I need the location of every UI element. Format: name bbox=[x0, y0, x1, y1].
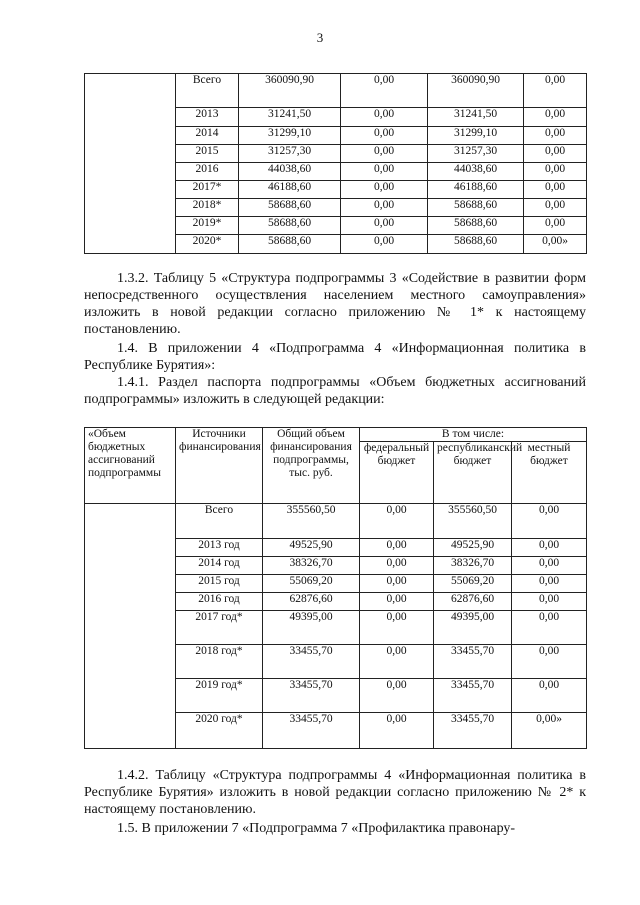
table-cell: 46188,60 bbox=[239, 181, 341, 199]
table-cell: 44038,60 bbox=[239, 163, 341, 181]
table-cell: 38326,70 bbox=[263, 557, 360, 575]
table-cell: 38326,70 bbox=[434, 557, 512, 575]
table-cell: 0,00 bbox=[360, 539, 434, 557]
table-cell: 2014 год bbox=[176, 557, 263, 575]
table-cell: 49395,00 bbox=[263, 611, 360, 645]
table-cell: 0,00 bbox=[360, 679, 434, 713]
empty-label-cell bbox=[85, 504, 176, 749]
table-cell: 62876,60 bbox=[263, 593, 360, 611]
table-cell: Всего bbox=[176, 74, 239, 108]
republic-header: республиканский бюджет bbox=[434, 442, 512, 504]
table-cell: 58688,60 bbox=[239, 199, 341, 217]
table-cell: 33455,70 bbox=[263, 713, 360, 749]
table-cell: 31299,10 bbox=[239, 127, 341, 145]
table-cell: 2015 год bbox=[176, 575, 263, 593]
table-cell: 0,00 bbox=[524, 199, 587, 217]
table-cell: 33455,70 bbox=[263, 645, 360, 679]
total-header: Общий объем финансирования подпрограммы, тыс. руб. bbox=[263, 428, 360, 504]
table-cell: 2013 год bbox=[176, 539, 263, 557]
empty-label-cell bbox=[85, 74, 176, 254]
paragraph-1-4-1: 1.4.1. Раздел паспорта подпрограммы «Объем бюджетных ассигнований подпрограммы» изложить в следующей редакции: bbox=[84, 375, 586, 407]
table-cell: 2019 год* bbox=[176, 679, 263, 713]
table-cell: 2017* bbox=[176, 181, 239, 199]
table-cell: 355560,50 bbox=[434, 504, 512, 539]
table-cell: 0,00 bbox=[360, 575, 434, 593]
table-cell: 31299,10 bbox=[428, 127, 524, 145]
table-cell: 2017 год* bbox=[176, 611, 263, 645]
table-cell: 0,00 bbox=[341, 163, 428, 181]
table-cell: 31257,30 bbox=[239, 145, 341, 163]
federal-header: федеральный бюджет bbox=[360, 442, 434, 504]
table-cell: 0,00 bbox=[341, 235, 428, 254]
table-cell: 2020 год* bbox=[176, 713, 263, 749]
table-cell: 2016 год bbox=[176, 593, 263, 611]
table-cell: Всего bbox=[176, 504, 263, 539]
local-header: местный бюджет bbox=[512, 442, 587, 504]
table-cell: 0,00 bbox=[524, 74, 587, 108]
table-cell: 33455,70 bbox=[434, 713, 512, 749]
table-cell: 33455,70 bbox=[434, 645, 512, 679]
table-cell: 2020* bbox=[176, 235, 239, 254]
table-cell: 360090,90 bbox=[428, 74, 524, 108]
paragraph-1-4-2: 1.4.2. Таблицу «Структура подпрограммы 4 «Информационная политика в Республике Бурятия» изложить в новой редакции согласно приложению № 2* к настоящему постановлению. bbox=[84, 768, 586, 817]
paragraph-1-5: 1.5. В приложении 7 «Подпрограмма 7 «Профилактика правонару- bbox=[117, 821, 516, 836]
table-cell: 58688,60 bbox=[239, 235, 341, 254]
table-cell: 0,00 bbox=[512, 593, 587, 611]
table-cell: 0,00 bbox=[524, 163, 587, 181]
table-cell: 44038,60 bbox=[428, 163, 524, 181]
table-cell: 0,00 bbox=[360, 557, 434, 575]
table-cell: 0,00 bbox=[360, 645, 434, 679]
table-cell: 49395,00 bbox=[434, 611, 512, 645]
table-cell: 0,00 bbox=[341, 74, 428, 108]
paragraph-1-3-2: 1.3.2. Таблицу 5 «Структура подпрограммы 3 «Содействие в развитии форм непосредственного осуществления населением местного самоуправления» изложить в новой редакции согласно приложению № 1* к настоящему постановлению. bbox=[84, 271, 586, 337]
table-cell: 0,00 bbox=[512, 645, 587, 679]
table-row bbox=[85, 504, 587, 539]
table-cell: 58688,60 bbox=[428, 217, 524, 235]
table-cell: 58688,60 bbox=[428, 199, 524, 217]
table-cell: 0,00 bbox=[524, 127, 587, 145]
table-cell: 2015 bbox=[176, 145, 239, 163]
table-cell: 0,00 bbox=[341, 217, 428, 235]
table-cell: 0,00 bbox=[524, 217, 587, 235]
table-cell: 0,00 bbox=[341, 108, 428, 127]
table-cell: 2018 год* bbox=[176, 645, 263, 679]
funding-table-subprogram-3 bbox=[84, 73, 587, 254]
table-cell: 2016 bbox=[176, 163, 239, 181]
including-header: В том числе: bbox=[360, 428, 587, 442]
table-cell: 46188,60 bbox=[428, 181, 524, 199]
table-cell: 33455,70 bbox=[434, 679, 512, 713]
table-row bbox=[85, 74, 587, 108]
table-cell: 0,00 bbox=[341, 181, 428, 199]
table-cell: 0,00 bbox=[360, 713, 434, 749]
table-cell: 55069,20 bbox=[263, 575, 360, 593]
table-cell: 2019* bbox=[176, 217, 239, 235]
table-cell: 0,00 bbox=[512, 504, 587, 539]
table-cell: 58688,60 bbox=[239, 217, 341, 235]
table-cell: 0,00 bbox=[512, 557, 587, 575]
table-cell: 0,00 bbox=[512, 611, 587, 645]
table-cell: 31257,30 bbox=[428, 145, 524, 163]
table-cell: 2018* bbox=[176, 199, 239, 217]
table-cell: 0,00 bbox=[360, 504, 434, 539]
paragraph-1-4: 1.4. В приложении 4 «Подпрограмма 4 «Информационная политика в Республике Бурятия»: bbox=[84, 341, 586, 373]
table-cell: 355560,50 bbox=[263, 504, 360, 539]
table-cell: 0,00 bbox=[512, 539, 587, 557]
table-cell: 0,00» bbox=[524, 235, 587, 254]
table-cell: 0,00 bbox=[360, 611, 434, 645]
table-cell: 2014 bbox=[176, 127, 239, 145]
table-cell: 58688,60 bbox=[428, 235, 524, 254]
sources-header: Источники финансирования bbox=[176, 428, 263, 504]
table-cell: 49525,90 bbox=[263, 539, 360, 557]
table-cell: 0,00» bbox=[512, 713, 587, 749]
table-cell: 0,00 bbox=[341, 145, 428, 163]
table-cell: 49525,90 bbox=[434, 539, 512, 557]
table-cell: 0,00 bbox=[360, 593, 434, 611]
table-cell: 0,00 bbox=[512, 575, 587, 593]
table-cell: 0,00 bbox=[512, 679, 587, 713]
table-cell: 0,00 bbox=[341, 127, 428, 145]
table-cell: 33455,70 bbox=[263, 679, 360, 713]
table-cell: 0,00 bbox=[341, 199, 428, 217]
table-cell: 2013 bbox=[176, 108, 239, 127]
table-cell: 62876,60 bbox=[434, 593, 512, 611]
table-cell: 0,00 bbox=[524, 181, 587, 199]
table-cell: 55069,20 bbox=[434, 575, 512, 593]
table-cell: 0,00 bbox=[524, 108, 587, 127]
funding-table-subprogram-4 bbox=[84, 427, 587, 749]
table-cell: 31241,50 bbox=[239, 108, 341, 127]
table-cell: 31241,50 bbox=[428, 108, 524, 127]
table-cell: 360090,90 bbox=[239, 74, 341, 108]
page-number: 3 bbox=[316, 30, 324, 45]
budget-allocation-label: «Объем бюджетных ассигнований подпрограммы bbox=[85, 428, 176, 504]
table-cell: 0,00 bbox=[524, 145, 587, 163]
